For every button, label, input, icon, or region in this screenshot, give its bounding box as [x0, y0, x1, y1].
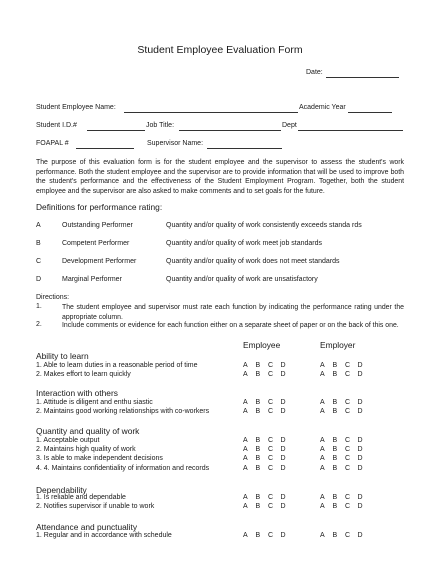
employee-grade-a[interactable]: A — [243, 494, 248, 501]
student-employee-name-label: Student Employee Name: — [36, 104, 116, 111]
employee-grade-options — [243, 446, 293, 453]
employer-grade-d[interactable]: D — [357, 455, 363, 463]
direction-text: The student employee and supervisor must rate each function by indicating the performance rating under the appropriate column. — [62, 304, 404, 321]
directions-label: Directions: — [36, 294, 70, 301]
employee-grade-a[interactable]: A — [243, 446, 248, 454]
academic-year-field[interactable] — [348, 112, 392, 113]
employee-grade-options — [243, 455, 293, 462]
employee-grade-options — [243, 494, 293, 501]
employee-grade-b[interactable]: B — [255, 532, 261, 539]
employer-grade-d[interactable]: D — [357, 464, 363, 472]
criterion-item: 2. Maintains good working relationships with co-workers — [36, 408, 210, 416]
employer-grade-d[interactable]: D — [357, 399, 363, 406]
criterion-item: 2. Makes effort to learn quickly — [36, 371, 131, 379]
employer-grade-b[interactable]: B — [332, 494, 338, 501]
supervisor-name-field[interactable] — [207, 148, 282, 149]
direction-number: 1. — [36, 303, 42, 310]
job-title-label: Job Title: — [146, 122, 175, 129]
rating-description: Quantity and/or quality of work consistently exceeds standa rds — [166, 222, 362, 229]
employer-grade-b[interactable]: B — [332, 408, 338, 416]
employer-grade-c[interactable]: C — [345, 464, 351, 472]
employer-grade-options — [320, 437, 370, 444]
employee-column-header: Employee — [243, 340, 281, 350]
employee-grade-b[interactable]: B — [255, 371, 261, 379]
job-title-field[interactable] — [179, 130, 281, 131]
employee-grade-a[interactable]: A — [243, 371, 248, 379]
employee-grade-b[interactable]: B — [255, 437, 261, 444]
employee-grade-b[interactable]: B — [255, 464, 261, 472]
employer-grade-b[interactable]: B — [332, 437, 338, 444]
employer-grade-a[interactable]: A — [320, 371, 325, 379]
rating-letter: D — [36, 276, 42, 283]
employee-grade-b[interactable]: B — [255, 362, 261, 369]
employer-grade-a[interactable]: A — [320, 362, 325, 369]
employee-grade-d[interactable]: D — [280, 437, 286, 444]
employer-grade-c[interactable]: C — [345, 494, 351, 501]
rating-description: Quantity and/or quality of work meet job standards — [166, 240, 323, 247]
criterion-item: 4. 4. Maintains confidentiality of information and records — [36, 464, 210, 472]
employee-grade-d[interactable]: D — [280, 532, 286, 539]
employer-column-header: Employer — [320, 340, 356, 350]
rating-name: Development Performer — [62, 258, 137, 265]
rating-name: Marginal Performer — [62, 276, 122, 283]
employee-grade-c[interactable]: C — [268, 455, 274, 463]
employer-grade-c[interactable]: C — [345, 408, 351, 416]
dept-field[interactable] — [298, 130, 403, 131]
employee-grade-options — [243, 465, 293, 472]
employee-grade-options — [243, 399, 293, 406]
employer-grade-b[interactable]: B — [332, 362, 338, 369]
rating-description: Quantity and/or quality of work are unsatisfactory — [166, 276, 318, 283]
employer-grade-c[interactable]: C — [345, 455, 351, 463]
employee-grade-c[interactable]: C — [268, 399, 274, 406]
employer-grade-d[interactable]: D — [357, 446, 363, 454]
employee-grade-c[interactable]: C — [268, 371, 274, 379]
employer-grade-a[interactable]: A — [320, 455, 325, 463]
criterion-item: 1. Acceptable output — [36, 437, 100, 444]
employee-grade-d[interactable]: D — [280, 446, 286, 454]
criterion-item: 1. Able to learn duties in a reasonable period of time — [36, 362, 198, 369]
employee-grade-c[interactable]: C — [268, 494, 274, 501]
employer-grade-c[interactable]: C — [345, 446, 351, 454]
date-label: Date: — [306, 69, 323, 76]
employer-grade-b[interactable]: B — [332, 446, 338, 454]
employer-grade-d[interactable]: D — [357, 532, 363, 539]
employer-grade-a[interactable]: A — [320, 532, 325, 539]
section-heading: Dependability — [36, 485, 87, 495]
employer-grade-b[interactable]: B — [332, 371, 338, 379]
employer-grade-b[interactable]: B — [332, 532, 338, 539]
employee-grade-options — [243, 503, 293, 510]
employer-grade-b[interactable]: B — [332, 399, 338, 406]
criterion-item: 2. Notifies supervisor if unable to work — [36, 503, 155, 511]
employee-grade-a[interactable]: A — [243, 437, 248, 444]
employee-grade-c[interactable]: C — [268, 464, 274, 472]
employer-grade-options — [320, 408, 370, 415]
academic-year-label: Academic Year — [299, 104, 346, 111]
page-title: Student Employee Evaluation Form — [137, 44, 303, 56]
employee-grade-c[interactable]: C — [268, 437, 274, 444]
employer-grade-options — [320, 503, 370, 510]
criterion-item: 3. Is able to make independent decisions — [36, 455, 163, 463]
rating-letter: B — [36, 240, 41, 247]
employer-grade-c[interactable]: C — [345, 503, 351, 511]
criterion-item: 1. Attitude is diligent and enthu siastic — [36, 399, 153, 406]
section-heading: Ability to learn — [36, 351, 89, 361]
rating-name: Outstanding Performer — [62, 222, 133, 229]
employee-grade-b[interactable]: B — [255, 494, 261, 501]
employer-grade-d[interactable]: D — [357, 408, 363, 416]
rating-description: Quantity and/or quality of work does not meet standards — [166, 258, 340, 265]
employee-grade-a[interactable]: A — [243, 503, 248, 511]
employee-grade-d[interactable]: D — [280, 362, 286, 369]
section-heading: Interaction with others — [36, 388, 118, 398]
employee-grade-a[interactable]: A — [243, 532, 248, 539]
employer-grade-c[interactable]: C — [345, 371, 351, 379]
employer-grade-a[interactable]: A — [320, 399, 325, 406]
employee-grade-c[interactable]: C — [268, 362, 274, 369]
employee-grade-a[interactable]: A — [243, 455, 248, 463]
employee-grade-options — [243, 408, 293, 415]
date-field[interactable] — [326, 77, 399, 78]
student-id-field[interactable] — [87, 130, 145, 131]
employer-grade-c[interactable]: C — [345, 437, 351, 444]
criterion-item: 1. Is reliable and dependable — [36, 494, 126, 501]
employee-grade-d[interactable]: D — [280, 503, 286, 511]
employer-grade-options — [320, 465, 370, 472]
employee-grade-d[interactable]: D — [280, 494, 286, 501]
employee-grade-options — [243, 371, 293, 378]
employee-grade-d[interactable]: D — [280, 371, 286, 379]
criterion-item: 1. Regular and in accordance with schedule — [36, 532, 172, 539]
employer-grade-options — [320, 494, 370, 501]
direction-number: 2. — [36, 321, 42, 328]
employee-grade-c[interactable]: C — [268, 503, 274, 511]
employer-grade-c[interactable]: C — [345, 362, 351, 369]
employer-grade-options — [320, 371, 370, 378]
student-id-label: Student I.D.# — [36, 122, 77, 129]
rating-letter: A — [36, 222, 41, 229]
employee-grade-d[interactable]: D — [280, 455, 286, 463]
employee-grade-options — [243, 437, 293, 444]
employer-grade-c[interactable]: C — [345, 399, 351, 406]
definitions-heading: Definitions for performance rating: — [36, 202, 163, 212]
section-heading: Attendance and punctuality — [36, 522, 138, 532]
student-employee-name-field[interactable] — [124, 112, 298, 113]
employee-grade-options — [243, 532, 293, 539]
employer-grade-options — [320, 455, 370, 462]
employee-grade-c[interactable]: C — [268, 408, 274, 416]
employer-grade-options — [320, 362, 370, 369]
employee-grade-a[interactable]: A — [243, 362, 248, 369]
employer-grade-b[interactable]: B — [332, 455, 338, 463]
employer-grade-a[interactable]: A — [320, 464, 325, 472]
employer-grade-d[interactable]: D — [357, 503, 363, 511]
employer-grade-a[interactable]: A — [320, 446, 325, 454]
employee-grade-a[interactable]: A — [243, 399, 248, 406]
supervisor-name-label: Supervisor Name: — [147, 140, 204, 147]
employee-grade-a[interactable]: A — [243, 464, 248, 472]
employer-grade-b[interactable]: B — [332, 503, 338, 511]
employee-grade-a[interactable]: A — [243, 408, 248, 416]
foapal-label: FOAPAL # — [36, 140, 69, 147]
purpose-paragraph: The purpose of this evaluation form is for the student employee and the supervisor to assess the student's work performance. Both the student employee and the supervisor are to provide information that will be used to improve both the student's performance and the effectiveness of the Student Employment Program. Together, both the student employee and the supervisor are also asked to make comments and to set goals for the future. — [36, 159, 404, 195]
employee-grade-c[interactable]: C — [268, 446, 274, 454]
employer-grade-a[interactable]: A — [320, 494, 325, 501]
employer-grade-a[interactable]: A — [320, 437, 325, 444]
direction-text: Include comments or evidence for each function either on a separate sheet of paper or on the back of this one. — [62, 322, 399, 329]
employer-grade-b[interactable]: B — [332, 464, 338, 472]
employee-grade-b[interactable]: B — [255, 455, 261, 463]
employee-grade-b[interactable]: B — [255, 446, 261, 454]
employee-grade-c[interactable]: C — [268, 532, 274, 539]
section-heading: Quantity and quality of work — [36, 426, 140, 436]
employer-grade-a[interactable]: A — [320, 503, 325, 511]
employee-grade-d[interactable]: D — [280, 399, 286, 406]
employee-grade-b[interactable]: B — [255, 408, 261, 416]
criterion-item: 2. Maintains high quality of work — [36, 446, 136, 454]
employer-grade-options — [320, 446, 370, 453]
employer-grade-d[interactable]: D — [357, 437, 363, 444]
employee-grade-d[interactable]: D — [280, 464, 286, 472]
rating-name: Competent Performer — [62, 240, 130, 247]
employer-grade-options — [320, 399, 370, 406]
employer-grade-a[interactable]: A — [320, 408, 325, 416]
employee-grade-b[interactable]: B — [255, 503, 261, 511]
employer-grade-d[interactable]: D — [357, 494, 363, 501]
employer-grade-options — [320, 532, 370, 539]
employee-grade-options — [243, 362, 293, 369]
foapal-field[interactable] — [76, 148, 134, 149]
dept-label: Dept — [282, 122, 297, 129]
employee-grade-b[interactable]: B — [255, 399, 261, 406]
employee-grade-d[interactable]: D — [280, 408, 286, 416]
rating-letter: C — [36, 258, 42, 265]
employer-grade-c[interactable]: C — [345, 532, 351, 539]
employer-grade-d[interactable]: D — [357, 371, 363, 379]
employer-grade-d[interactable]: D — [357, 362, 363, 369]
